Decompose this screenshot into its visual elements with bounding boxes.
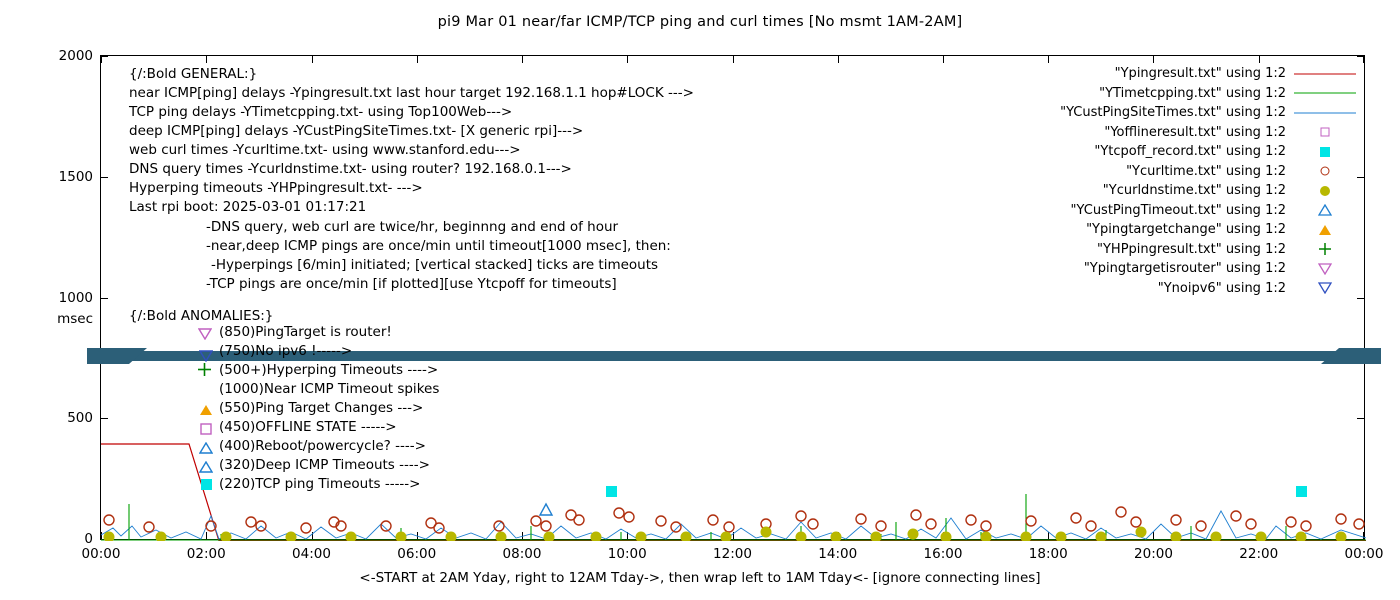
legend-label-4: "Ytcpoff_record.txt" using 1:2 [1094, 144, 1286, 160]
legend-key-line-icon [1294, 103, 1356, 123]
legend-label-11: "Ynoipv6" using 1:2 [1157, 280, 1286, 296]
legend-label-9: "YHPpingresult.txt" using 1:2 [1097, 241, 1286, 257]
general-header: {/:Bold GENERAL:} [129, 66, 258, 82]
legend-label-10: "Ypingtargetisrouter" using 1:2 [1083, 261, 1286, 277]
series-ycustpingtimeout [540, 504, 552, 515]
anomaly-7: (320)Deep ICMP Timeouts ----> [219, 457, 430, 473]
x-tick-11: 22:00 [1239, 546, 1279, 562]
anomaly-5: (450)OFFLINE STATE -----> [219, 419, 397, 435]
legend-item-8 [1060, 220, 1356, 240]
legend-item-0 [1060, 64, 1356, 84]
legend-key-square-filled-icon [1294, 142, 1356, 162]
legend-label-5: "Ycurltime.txt" using 1:2 [1126, 163, 1286, 179]
legend-item-5 [1060, 162, 1356, 182]
x-tick-10: 20:00 [1134, 546, 1173, 562]
x-tick-0: 00:00 [81, 546, 121, 562]
legend-key-circle-filled-icon [1294, 181, 1356, 201]
triangle-open-icon [199, 439, 213, 458]
legend-key-line-icon [1294, 84, 1356, 104]
triangle-down-open-icon [199, 328, 211, 338]
legend [1060, 64, 1356, 298]
x-tick-3: 06:00 [397, 546, 437, 562]
y-tick-2000: 2000 [58, 48, 93, 64]
legend-item-2 [1060, 103, 1356, 123]
legend-key-triangle-open-icon [1294, 201, 1356, 221]
plot-area [57, 48, 1384, 562]
legend-key-line-icon [1294, 64, 1356, 84]
legend-item-7 [1060, 201, 1356, 221]
legend-item-11 [1060, 279, 1356, 299]
anomalies-header: {/:Bold ANOMALIES:} [129, 308, 274, 324]
triangle-open-icon-2 [199, 458, 213, 477]
legend-item-9 [1060, 240, 1356, 260]
square-open-icon [200, 420, 212, 439]
x-axis-label: <-START at 2AM Yday, right to 12AM Tday->, then wrap left to 1AM Tday<- [ignore connecting lines] [359, 570, 1041, 586]
general-line-0: near ICMP[ping] delays -Ypingresult.txt last hour target 192.168.1.1 hop#LOCK ---> [129, 85, 694, 101]
triangle-filled-icon [199, 401, 213, 420]
general-note-0: -DNS query, web curl are twice/hr, beginnng and end of hour [206, 219, 619, 235]
anomaly-3: (1000)Near ICMP Timeout spikes [219, 381, 440, 397]
general-line-4: DNS query times -Ycurldnstime.txt- using router? 192.168.0.1---> [129, 161, 572, 177]
legend-key-square-open-icon [1294, 123, 1356, 143]
y-tick-0: 0 [84, 531, 93, 547]
x-tick-1: 02:00 [186, 546, 226, 562]
legend-item-6 [1060, 181, 1356, 201]
x-tick-4: 08:00 [502, 546, 542, 562]
y-tick-500: 500 [67, 410, 93, 427]
x-tick-5: 10:00 [607, 546, 647, 562]
y-tick-1500: 1500 [58, 168, 93, 185]
general-line-1: TCP ping delays -YTimetcpping.txt- using Top100Web---> [129, 104, 513, 120]
x-tick-2: 04:00 [292, 546, 331, 562]
series-ycurltime [104, 507, 1364, 533]
anomaly-1: (750)No ipv6 !-----> [219, 343, 353, 359]
legend-key-triangle-down-open2-icon [1294, 279, 1356, 299]
x-tick-7: 14:00 [818, 546, 858, 562]
anomaly-8: (220)TCP ping Timeouts -----> [219, 476, 421, 492]
legend-key-triangle-filled-icon [1294, 220, 1356, 240]
general-line-2: deep ICMP[ping] delays -YCustPingSiteTimes.txt- [X generic rpi]---> [129, 123, 584, 139]
general-note-1: -near,deep ICMP pings are once/min until timeout[1000 msec], then: [206, 238, 671, 254]
x-tick-8: 16:00 [923, 546, 963, 562]
legend-item-4 [1060, 142, 1356, 162]
general-line-3: web curl times -Ycurltime.txt- using www.stanford.edu---> [129, 142, 521, 158]
legend-label-7: "YCustPingTimeout.txt" using 1:2 [1070, 202, 1286, 218]
legend-label-1: "YTimetcpping.txt" using 1:2 [1099, 85, 1286, 101]
x-tick-6: 12:00 [713, 546, 752, 562]
general-note-2: -Hyperpings [6/min] initiated; [vertical stacked] ticks are timeouts [211, 257, 659, 273]
legend-label-3: "Yofflineresult.txt" using 1:2 [1104, 124, 1286, 140]
general-line-6: Last rpi boot: 2025-03-01 01:17:21 [129, 199, 367, 215]
chart-title: pi9 Mar 01 near/far ICMP/TCP ping and curl times [No msmt 1AM-2AM] [437, 14, 963, 30]
legend-item-1 [1060, 84, 1356, 104]
legend-key-plus-icon [1294, 240, 1356, 260]
square-filled-icon [200, 476, 213, 495]
y-axis-label: msec [57, 311, 93, 327]
anomaly-2: (500+)Hyperping Timeouts ----> [219, 362, 439, 378]
x-tick-9: 18:00 [1028, 546, 1068, 562]
anomaly-4: (550)Ping Target Changes ---> [219, 400, 424, 416]
legend-label-8: "Ypingtargetchange" using 1:2 [1086, 222, 1286, 238]
legend-label-2: "YCustPingSiteTimes.txt" using 1:2 [1060, 105, 1286, 121]
legend-key-triangle-down-open-icon [1294, 259, 1356, 279]
legend-item-10 [1060, 259, 1356, 279]
general-line-5: Hyperping timeouts -YHPpingresult.txt- ---> [129, 180, 423, 196]
x-tick-12: 00:00 [1344, 546, 1384, 562]
legend-item-3 [1060, 123, 1356, 143]
series-ytcpoff-record [606, 486, 1307, 497]
anomaly-6: (400)Reboot/powercycle? ----> [219, 438, 426, 454]
plus-icon [197, 362, 212, 381]
anomaly-0: (850)PingTarget is router! [219, 324, 392, 340]
legend-label-6: "Ycurldnstime.txt" using 1:2 [1102, 183, 1286, 199]
y-tick-1000: 1000 [58, 289, 93, 306]
general-note-3: -TCP pings are once/min [if plotted][use Ytcpoff for timeouts] [206, 276, 617, 292]
legend-key-circle-open-icon [1294, 162, 1356, 182]
legend-label-0: "Ypingresult.txt" using 1:2 [1114, 66, 1286, 82]
